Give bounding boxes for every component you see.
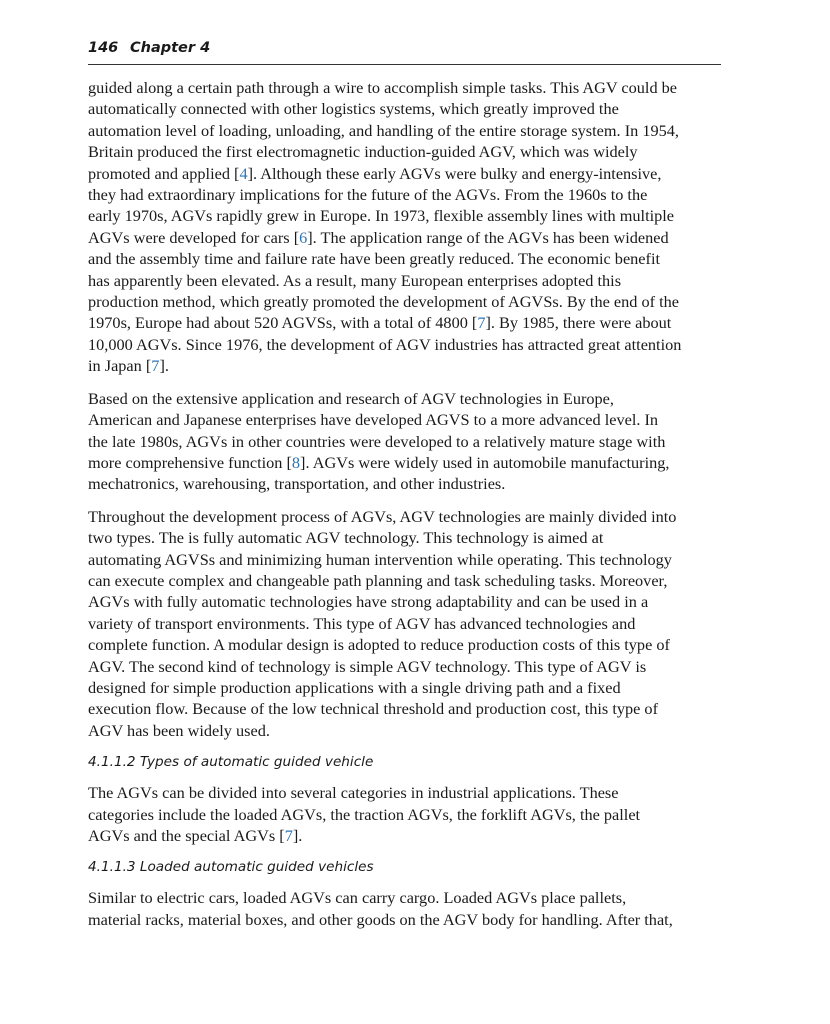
text-line: AGV. The second kind of technology is simple AGV technology. This type of AGV is — [88, 656, 647, 676]
text-line: execution flow. Because of the low technical threshold and production cost, this type of — [88, 699, 658, 719]
text-line: two types. The is fully automatic AGV technology. This technology is aimed at — [88, 528, 604, 548]
paragraph — [88, 77, 721, 377]
text-line: Throughout the development process of AGVs, AGV technologies are mainly divided into — [88, 506, 677, 526]
text-line: can execute complex and changeable path planning and task scheduling tasks. Moreover, — [88, 570, 668, 590]
citation-link[interactable]: 7 — [284, 826, 293, 845]
text-line: material racks, material boxes, and other goods on the AGV body for handling. After that, — [88, 909, 673, 929]
text-line: AGVs with fully automatic technologies have strong adaptability and can be used in a — [88, 592, 649, 612]
paragraph — [88, 887, 721, 930]
text-line: more comprehensive function [8]. AGVs were widely used in automobile manufacturing, — [88, 452, 670, 472]
text-line: and the assembly time and failure rate have been greatly reduced. The economic benefit — [88, 249, 661, 269]
text-line: Based on the extensive application and research of AGV technologies in Europe, — [88, 388, 614, 408]
text-line: automating AGVSs and minimizing human intervention while operating. This technology — [88, 549, 672, 569]
paragraph — [88, 388, 721, 495]
text-line: they had extraordinary implications for the future of the AGVs. From the 1960s to the — [88, 185, 648, 205]
citation-link[interactable]: 7 — [151, 356, 160, 376]
text-line: AGVs and the special AGVs [7]. — [88, 826, 303, 845]
text-line: American and Japanese enterprises have developed AGVS to a more advanced level. In — [88, 410, 659, 430]
text-line: Britain produced the first electromagnetic induction-guided AGV, which was widely — [88, 142, 638, 162]
text-line: has apparently been elevated. As a result, many European enterprises adopted this — [88, 270, 622, 290]
text-line: mechatronics, warehousing, transportation, and other industries. — [88, 474, 506, 494]
page-header — [88, 36, 721, 65]
text-line: Similar to electric cars, loaded AGVs can carry cargo. Loaded AGVs place pallets, — [88, 888, 627, 908]
text-line: automatically connected with other logistics systems, which greatly improved the — [88, 99, 619, 119]
text-line: variety of transport environments. This type of AGV has advanced technologies and — [88, 613, 636, 633]
paragraph — [88, 506, 721, 741]
text-line: production method, which greatly promoted the development of AGVSs. By the end of the — [88, 292, 679, 312]
text-line: designed for simple production applications with a single driving path and a fixed — [88, 677, 621, 697]
text-line: AGV has been widely used. — [88, 720, 270, 740]
text-line: automation level of loading, unloading, and handling of the entire storage system. In 1954, — [88, 120, 679, 140]
text-line: categories include the loaded AGVs, the traction AGVs, the forklift AGVs, the pallet — [88, 804, 641, 824]
text-line: 10,000 AGVs. Since 1976, the development of AGV industries has attracted great attention — [88, 334, 682, 354]
page-number: 146 — [88, 40, 119, 56]
text-line: The AGVs can be divided into several categories in industrial applications. These — [88, 783, 619, 803]
text-line: in Japan [7]. — [88, 356, 169, 376]
text-line: the late 1980s, AGVs in other countries were developed to a relatively mature stage with — [88, 431, 666, 451]
citation-link[interactable]: 7 — [477, 313, 486, 333]
citation-link[interactable]: 4 — [239, 163, 248, 183]
text-line: promoted and applied [4]. Although these early AGVs were bulky and energy-intensive, — [88, 163, 662, 183]
paragraph — [88, 782, 721, 846]
text-line: 1970s, Europe had about 520 AGVSs, with a total of 4800 [7]. By 1985, there were about — [88, 313, 672, 333]
citation-link[interactable]: 8 — [291, 452, 301, 472]
page-body — [88, 77, 721, 941]
citation-link[interactable]: 6 — [299, 227, 308, 247]
text-line: complete function. A modular design is adopted to reduce production costs of this type of — [88, 635, 670, 655]
text-line: guided along a certain path through a wire to accomplish simple tasks. This AGV could be — [88, 78, 678, 97]
section-heading: 4.1.1.3 Loaded automatic guided vehicles — [88, 859, 374, 876]
text-line: early 1970s, AGVs rapidly grew in Europe. In 1973, flexible assembly lines with multiple — [88, 206, 675, 226]
section-heading: 4.1.1.2 Types of automatic guided vehicle — [88, 754, 374, 771]
chapter-label: Chapter 4 — [130, 40, 211, 56]
text-line: AGVs were developed for cars [6]. The application range of the AGVs has been widened — [88, 227, 669, 247]
